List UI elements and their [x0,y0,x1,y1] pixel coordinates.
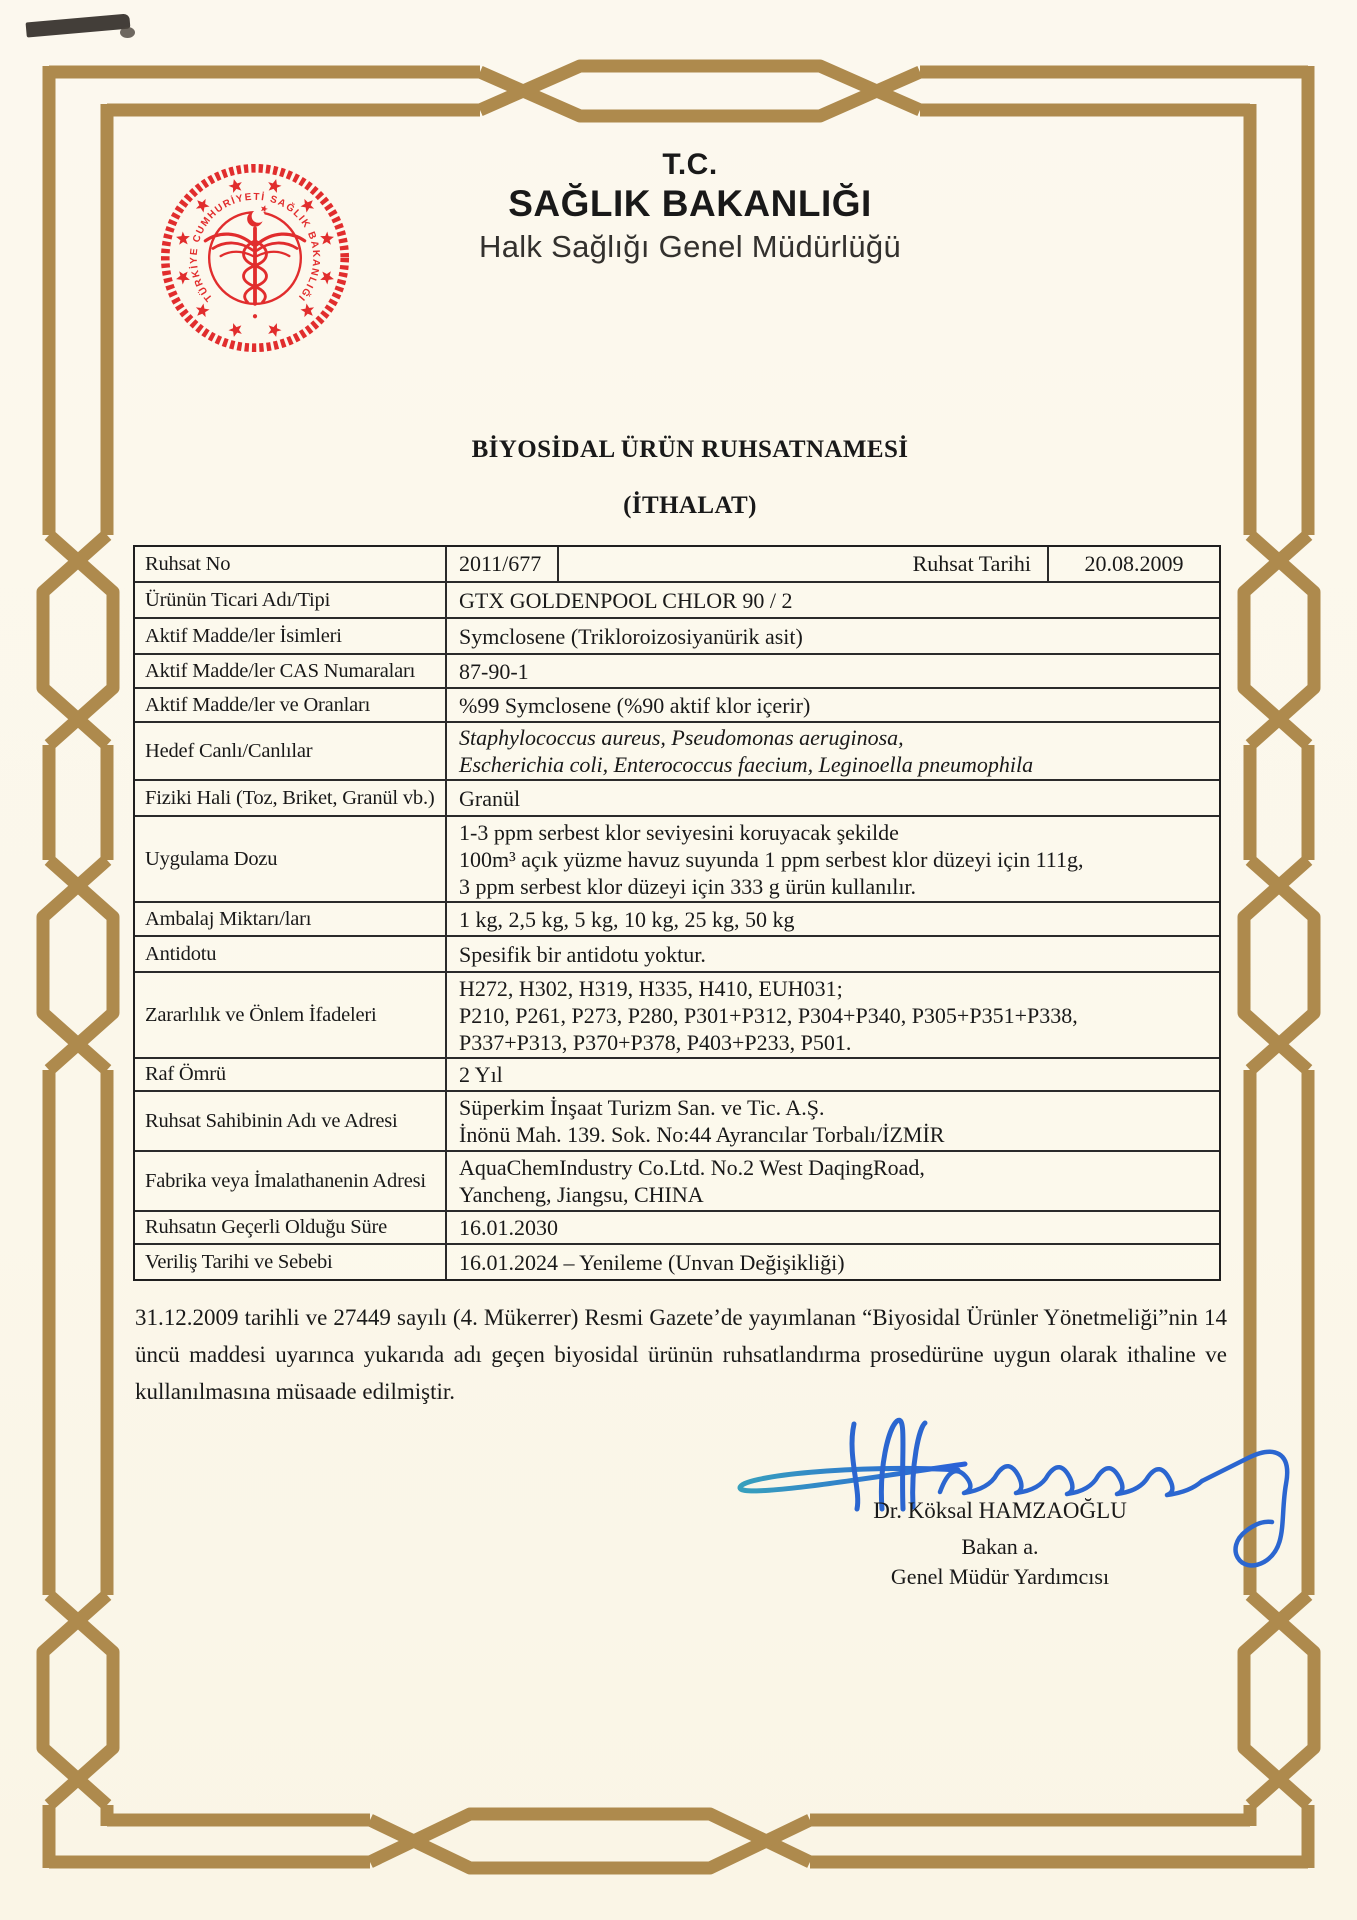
row-value: 87-90-1 [459,658,529,684]
table-row [135,779,1219,815]
table-row [135,721,1219,779]
row-value: %99 Symclosene (%90 aktif klor içerir) [459,692,811,718]
scan-artifact-dot [120,27,135,38]
ministry-header [430,148,950,265]
ministry-emblem-icon [150,153,360,363]
table-row [135,653,1219,687]
row-label: Ambalaj Miktarı/ları [135,903,447,935]
row-label: Raf Ömrü [135,1059,447,1090]
signatory-title-1: Bakan a. [961,1534,1039,1559]
row-label: Aktif Madde/ler ve Oranları [135,689,447,721]
signatory-title-2: Genel Müdür Yardımcısı [890,1564,1110,1589]
table-row [135,815,1219,901]
row-label: Ruhsat Sahibinin Adı ve Adresi [135,1092,447,1150]
row-label: Aktif Madde/ler CAS Numaraları [135,655,447,687]
row-label: Ruhsat No [135,547,447,581]
row-label: Ürünün Ticari Adı/Tipi [135,583,447,617]
table-row [135,547,1219,581]
row-label: Aktif Madde/ler İsimleri [135,619,447,653]
table-row [135,1150,1219,1210]
row-value: Staphylococcus aureus, Pseudomonas aeruginosa, Escherichia coli, Enterococcus faecium, Leginoella pneumophila [459,725,1034,777]
row-value: GTX GOLDENPOOL CHLOR 90 / 2 [459,587,793,613]
row-value: Symclosene (Trikloroizosiyanürik asit) [459,623,803,649]
signatory-name: Dr. Köksal HAMZAOĞLU [873,1498,1127,1523]
row-value: H272, H302, H319, H335, H410, EUH031; P210, P261, P273, P280, P301+P312, P304+P340, P305+P351+P338, P337+P313, P370+P378, P403+P233, P501. [459,975,1078,1055]
table-row [135,687,1219,721]
table-row [135,581,1219,617]
license-date-label: Ruhsat Tarihi [559,547,1049,581]
table-row [135,1057,1219,1090]
table-row [135,901,1219,935]
table-row [135,1210,1219,1243]
license-date: 20.08.2009 [1084,551,1184,576]
row-value: 1 kg, 2,5 kg, 5 kg, 10 kg, 25 kg, 50 kg [459,906,795,932]
document-subtitle: (İTHALAT) [623,492,757,519]
row-label: Veriliş Tarihi ve Sebebi [135,1245,447,1279]
table-row [135,1090,1219,1150]
row-label: Ruhsatın Geçerli Olduğu Süre [135,1212,447,1243]
table-row [135,935,1219,971]
row-value: 16.01.2024 – Yenileme (Unvan Değişikliği) [459,1249,845,1275]
row-label: Fiziki Hali (Toz, Briket, Granül vb.) [135,781,447,815]
ministry-name: SAĞLIK BAKANLIĞI [508,183,872,224]
row-value: 2 Yıl [459,1062,503,1087]
document-title: BİYOSİDAL ÜRÜN RUHSATNAMESİ [471,436,909,463]
row-label: Uygulama Dozu [135,817,447,901]
row-value: 16.01.2030 [459,1215,558,1240]
table-row [135,971,1219,1057]
directorate-name: Halk Sağlığı Genel Müdürlüğü [479,229,901,264]
row-value: Granül [459,785,521,811]
license-table [133,545,1221,1281]
row-label: Antidotu [135,937,447,971]
row-value: AquaChemIndustry Co.Ltd. No.2 West DaqingRoad, Yancheng, Jiangsu, CHINA [459,1155,925,1207]
row-label: Hedef Canlı/Canlılar [135,723,447,779]
row-value: 1-3 ppm serbest klor seviyesini koruyacak şekilde 100m³ açık yüzme havuz suyunda 1 ppm serbest klor düzeyi için 111g, 3 ppm serbest klor düzeyi için 333 g ürün kullanılır. [459,819,1084,899]
table-row [135,1243,1219,1279]
legal-paragraph: 31.12.2009 tarihli ve 27449 sayılı (4. Mükerrer) Resmi Gazete’de yayımlanan “Biyosidal Ürünler Yönetmeliği”nin 14 üncü maddesi uyarınca yukarıda adı geçen biyosidal ürünün ruhsatlandırma prosedürüne uygun olarak ithaline ve kullanılmasına müsaade edilmiştir. [135,1305,1227,1404]
row-label: Zararlılık ve Önlem İfadeleri [135,973,447,1057]
license-number: 2011/677 [447,547,559,581]
table-row [135,617,1219,653]
row-value: Süperkim İnşaat Turizm San. ve Tic. A.Ş. İnönü Mah. 139. Sok. No:44 Ayrancılar Torbalı/İZMİR [459,1095,945,1147]
row-label: Fabrika veya İmalathanenin Adresi [135,1152,447,1210]
republic-abbrev: T.C. [662,148,718,181]
emblem-ring-text: TÜRKİYE CUMHURİYETİ SAĞLIK BAKANLIĞI [188,191,322,304]
row-value: Spesifik bir antidotu yoktur. [459,941,706,967]
